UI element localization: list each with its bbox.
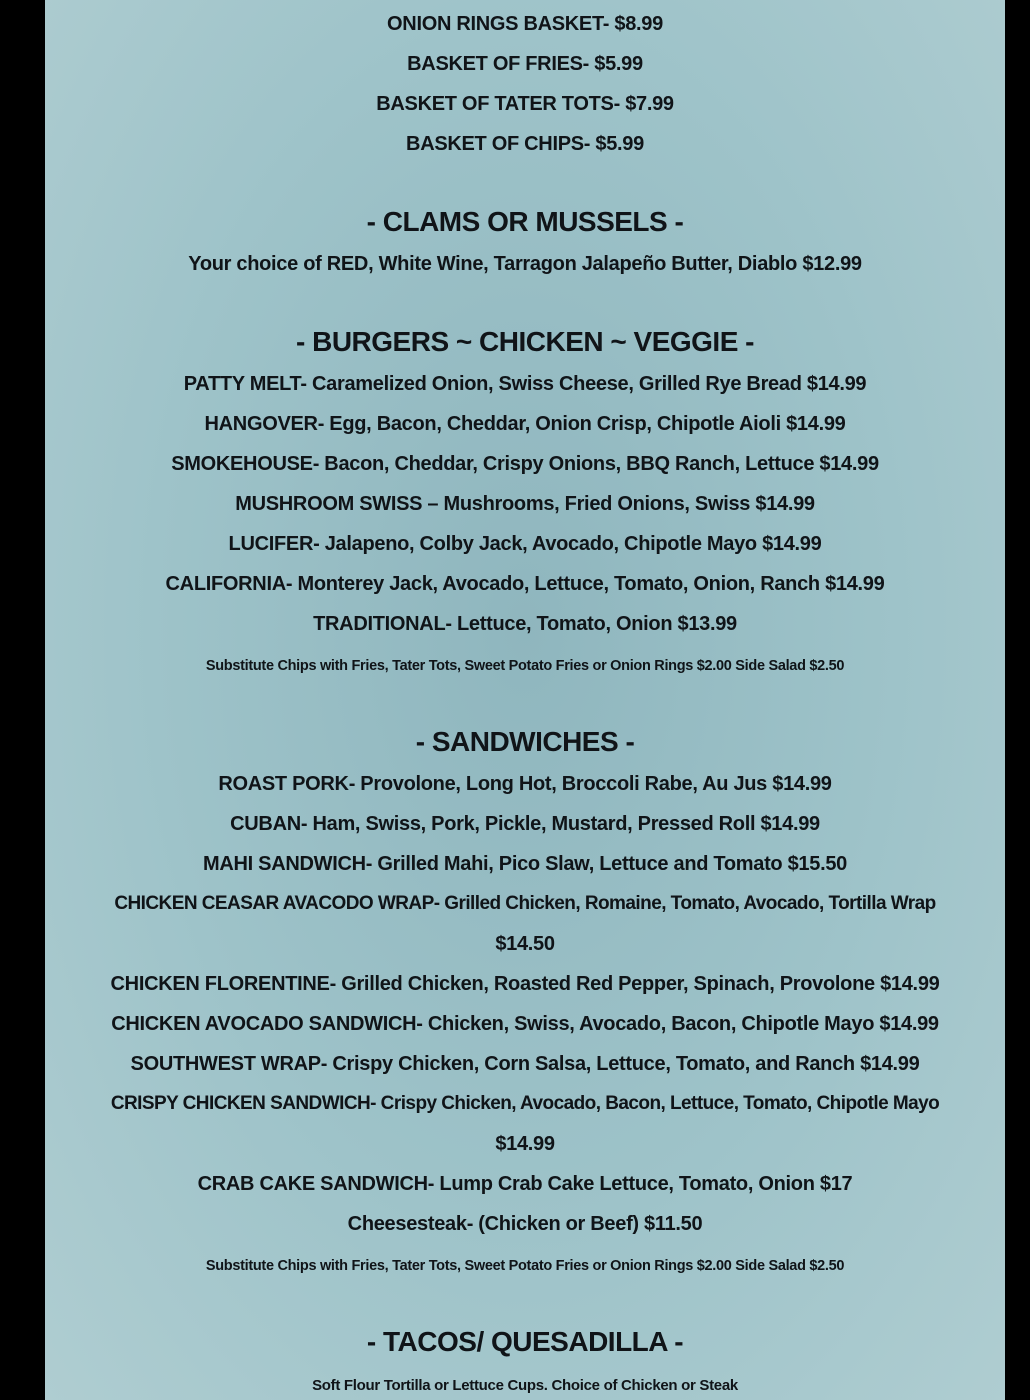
item-name: LUCIFER: [228, 533, 314, 555]
item-description: - Provolone, Long Hot, Broccoli Rabe, Au Jus $14.99: [348, 773, 832, 795]
item-name: ROAST PORK: [218, 773, 349, 795]
menu-item: [45, 1173, 1005, 1196]
item-name: CRAB CAKE SANDWICH: [197, 1173, 428, 1195]
item-description: - Lettuce, Tomato, Onion $13.99: [445, 613, 737, 635]
sandwiches-heading: - SANDWICHES -: [415, 726, 635, 757]
clams-description: Your choice of RED, White Wine, Tarragon Jalapeño Butter, Diablo $12.99: [188, 253, 862, 275]
tacos-note: Soft Flour Tortilla or Lettuce Cups. Choice of Chicken or Steak: [312, 1377, 738, 1394]
menu-item: [45, 1013, 1005, 1036]
item-description: – Mushrooms, Fried Onions, Swiss $14.99: [422, 493, 815, 515]
item-description: - Grilled Mahi, Pico Slaw, Lettuce and Tomato $15.50: [365, 853, 847, 875]
menu-item: [45, 453, 1005, 476]
menu-item: [45, 573, 1005, 596]
item-name: HANGOVER: [204, 413, 318, 435]
item-name: PATTY MELT: [183, 373, 301, 395]
side-item: BASKET OF FRIES- $5.99: [407, 53, 643, 75]
side-item: BASKET OF CHIPS- $5.99: [406, 133, 644, 155]
item-name: MAHI SANDWICH: [203, 853, 366, 875]
menu-item: [45, 373, 1005, 396]
item-description: - Grilled Chicken, Roasted Red Pepper, Spinach, Provolone $14.99: [329, 973, 940, 995]
item-description: - Bacon, Cheddar, Crispy Onions, BBQ Ranch, Lettuce $14.99: [312, 453, 879, 475]
menu-item: [45, 533, 1005, 556]
item-description: - Lump Crab Cake Lettuce, Tomato, Onion $17: [427, 1173, 853, 1195]
item-name: CHICKEN CEASAR AVACODO WRAP: [114, 893, 434, 914]
item-description: - Egg, Bacon, Cheddar, Onion Crisp, Chipotle Aioli $14.99: [317, 413, 846, 435]
item-description: - Crispy Chicken, Avocado, Bacon, Lettuce, Tomato, Chipotle Mayo: [370, 1093, 940, 1114]
item-description: - Chicken, Swiss, Avocado, Bacon, Chipotle Mayo $14.99: [416, 1013, 939, 1035]
menu-item: [45, 1213, 1005, 1236]
item-name: MUSHROOM SWISS: [235, 493, 423, 515]
menu-item: [45, 493, 1005, 516]
menu-item: [45, 773, 1005, 796]
substitution-note: Substitute Chips with Fries, Tater Tots, Sweet Potato Fries or Onion Rings $2.00 Side Salad $2.50: [205, 1258, 845, 1274]
menu-item: [45, 973, 1005, 996]
item-name: CUBAN: [230, 813, 301, 835]
menu-item: [45, 853, 1005, 876]
tacos-heading: - TACOS/ QUESADILLA -: [366, 1326, 684, 1357]
item-name: SMOKEHOUSE: [171, 453, 313, 475]
item-description: - Monterey Jack, Avocado, Lettuce, Tomato, Onion, Ranch $14.99: [285, 573, 885, 595]
item-description: - Crispy Chicken, Corn Salsa, Lettuce, Tomato, and Ranch $14.99: [320, 1053, 920, 1075]
burgers-heading: - BURGERS ~ CHICKEN ~ VEGGIE -: [296, 326, 754, 357]
item-name: CHICKEN FLORENTINE: [110, 973, 330, 995]
item-description: - (Chicken or Beef) $11.50: [466, 1213, 703, 1235]
item-price-continued: $14.50: [495, 933, 555, 955]
menu-page: [45, 0, 1005, 1400]
menu-item: [45, 1053, 1005, 1076]
menu-item: [45, 1093, 1005, 1115]
item-name: SOUTHWEST WRAP: [130, 1053, 321, 1075]
item-description: - Jalapeno, Colby Jack, Avocado, Chipotle Mayo $14.99: [313, 533, 822, 555]
substitution-note: Substitute Chips with Fries, Tater Tots, Sweet Potato Fries or Onion Rings $2.00 Side Salad $2.50: [205, 658, 845, 674]
clams-heading: - CLAMS OR MUSSELS -: [366, 206, 684, 237]
item-name: CRISPY CHICKEN SANDWICH: [110, 1093, 371, 1114]
menu-item: [45, 413, 1005, 436]
menu-item: [45, 613, 1005, 636]
item-name: CALIFORNIA: [165, 573, 286, 595]
item-price-continued: $14.99: [495, 1133, 555, 1155]
item-description: - Caramelized Onion, Swiss Cheese, Grilled Rye Bread $14.99: [300, 373, 867, 395]
side-item: ONION RINGS BASKET- $8.99: [387, 13, 663, 35]
item-description: - Ham, Swiss, Pork, Pickle, Mustard, Pressed Roll $14.99: [300, 813, 820, 835]
menu-item: [45, 813, 1005, 836]
side-item: BASKET OF TATER TOTS- $7.99: [376, 93, 674, 115]
menu-item: [45, 893, 1005, 915]
item-name: CHICKEN AVOCADO SANDWICH: [111, 1013, 417, 1035]
item-name: Cheesesteak: [347, 1213, 467, 1235]
item-description: - Grilled Chicken, Romaine, Tomato, Avocado, Tortilla Wrap: [433, 893, 936, 914]
item-name: TRADITIONAL: [313, 613, 446, 635]
